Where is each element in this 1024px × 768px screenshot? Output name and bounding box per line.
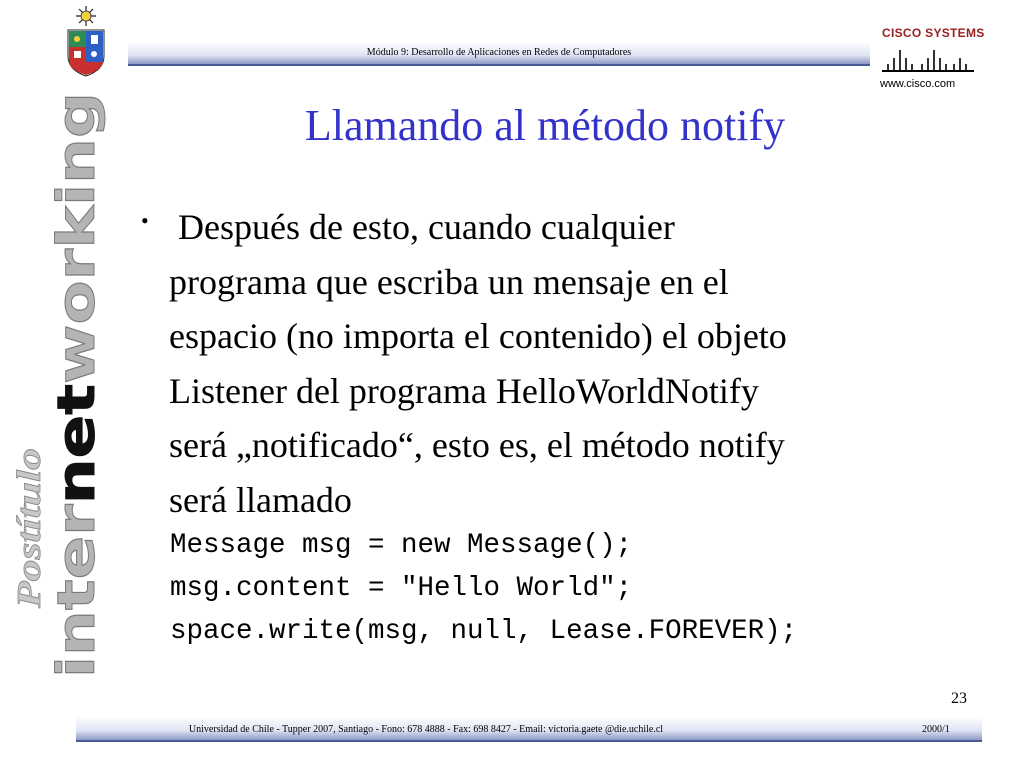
page-number: 23 (951, 690, 967, 707)
code-line: msg.content = "Hello World"; (170, 573, 633, 604)
cisco-url: www.cisco.com (880, 78, 956, 90)
footer-term: 2000/1 (922, 724, 950, 735)
code-line: space.write(msg, null, Lease.FOREVER); (170, 616, 798, 647)
svg-text:internetworking: internetworking (47, 147, 107, 678)
code-line: Message msg = new Message(); (170, 530, 633, 561)
module-title: Módulo 9: Desarrollo de Aplicaciones en Redes de Computadores (366, 47, 632, 58)
slide-title: Llamando al método notify (304, 101, 786, 150)
internetworking-sidebar-logo (47, 90, 107, 680)
postitulo-label (6, 440, 46, 610)
footer-contact: Universidad de Chile - Tupper 2007, Santiago - Fono: 678 4888 - Fax: 698 8427 - Email: victoria.gaete @die.uchile.cl (188, 724, 664, 735)
cisco-bridge-icon (882, 40, 974, 74)
bullet-icon: • (141, 208, 149, 233)
university-crest-logo (62, 4, 110, 78)
svg-text:Postítulo: Postítulo (11, 483, 48, 608)
bullet-text: Después de esto, cuando cualquier programa que escriba un mensaje en el espacio (no importa el contenido) el objeto Listener del programa HelloWorldNotify será „notificado“, esto es, el método notify será llamado (169, 207, 787, 520)
cisco-logo-wordmark: CISCO SYSTEMS (882, 26, 985, 40)
